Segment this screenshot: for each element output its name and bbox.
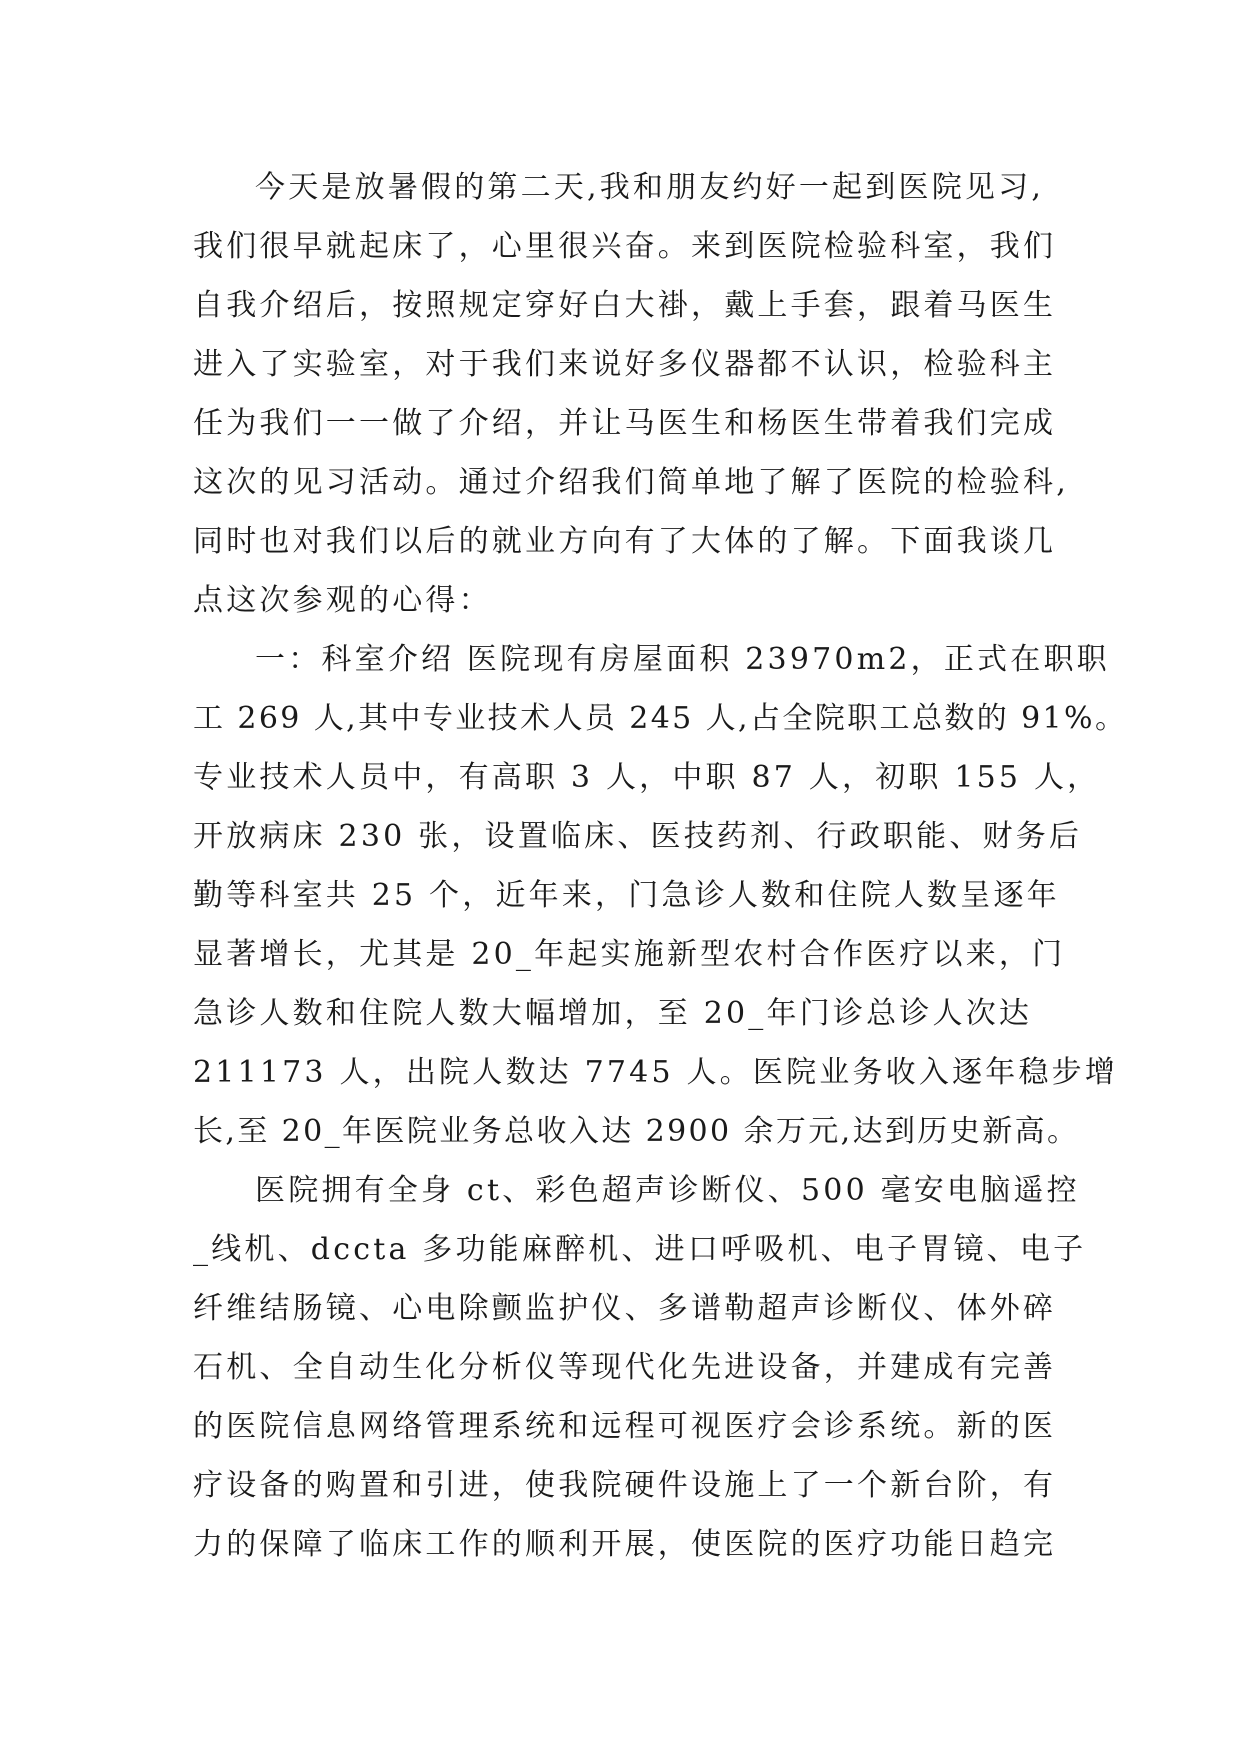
paragraph-line: 点这次参观的心得： (193, 583, 492, 618)
paragraph-line: 专业技术人员中，有高职 3 人，中职 87 人，初职 155 人， (193, 760, 1101, 795)
paragraph-line: 同时也对我们以后的就业方向有了大体的了解。下面我谈几 (193, 524, 1057, 559)
paragraph-line: 医院拥有全身 ct、彩色超声诊断仪、500 毫安电脑遥控 (255, 1173, 1080, 1208)
document-body (193, 158, 1128, 1574)
paragraph-line: _线机、dccta 多功能麻醉机、进口呼吸机、电子胃镜、电子 (193, 1232, 1087, 1267)
paragraph-line: 我们很早就起床了，心里很兴奋。来到医院检验科室，我们 (193, 229, 1057, 264)
paragraph-line: 疗设备的购置和引进，使我院硬件设施上了一个新台阶，有 (193, 1468, 1057, 1503)
paragraph-line: 石机、全自动生化分析仪等现代化先进设备，并建成有完善 (193, 1350, 1057, 1385)
paragraph-line: 今天是放暑假的第二天,我和朋友约好一起到医院见习, (255, 170, 1045, 205)
paragraph-line: 任为我们一一做了介绍，并让马医生和杨医生带着我们完成 (193, 406, 1057, 441)
paragraph-line: 开放病床 230 张，设置临床、医技药剂、行政职能、财务后 (193, 819, 1083, 854)
paragraph-line: 工 269 人,其中专业技术人员 245 人,占全院职工总数的 91%。 (193, 701, 1128, 736)
paragraph-line: 显著增长，尤其是 20_年起实施新型农村合作医疗以来，门 (193, 937, 1066, 972)
paragraph-line: 纤维结肠镜、心电除颤监护仪、多谱勒超声诊断仪、体外碎 (193, 1291, 1057, 1326)
paragraph-line: 长,至 20_年医院业务总收入达 2900 余万元,达到历史新高。 (193, 1114, 1080, 1149)
paragraph-line: 勤等科室共 25 个，近年来，门急诊人数和住院人数呈逐年 (193, 878, 1060, 913)
paragraph-line: 自我介绍后，按照规定穿好白大褂，戴上手套，跟着马医生 (193, 288, 1057, 323)
paragraph-line: 进入了实验室，对于我们来说好多仪器都不认识，检验科主 (193, 347, 1057, 382)
paragraph-line: 这次的见习活动。通过介绍我们简单地了解了医院的检验科, (193, 465, 1069, 500)
paragraph-line: 力的保障了临床工作的顺利开展，使医院的医疗功能日趋完 (193, 1527, 1057, 1562)
paragraph-line: 211173 人，出院人数达 7745 人。医院业务收入逐年稳步增 (193, 1055, 1119, 1090)
paragraph-line: 的医院信息网络管理系统和远程可视医疗会诊系统。新的医 (193, 1409, 1057, 1444)
paragraph-line: 一：科室介绍 医院现有房屋面积 23970m2，正式在职职 (255, 642, 1110, 677)
paragraph-line: 急诊人数和住院人数大幅增加，至 20_年门诊总诊人次达 (193, 996, 1033, 1031)
